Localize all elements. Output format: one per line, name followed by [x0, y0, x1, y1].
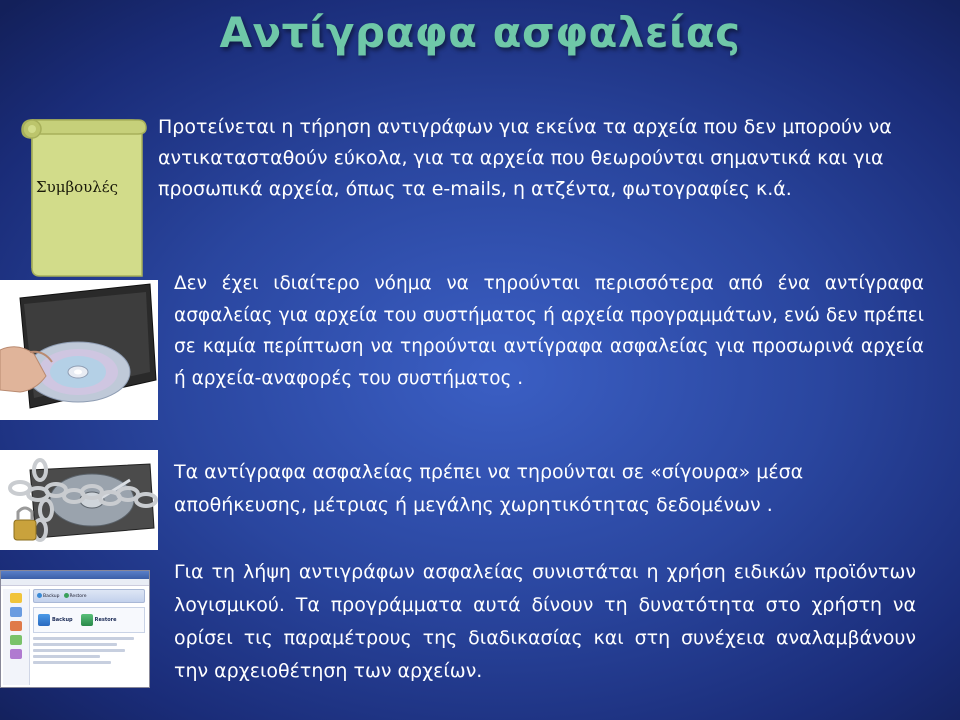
tips-label: Συμβουλές	[36, 178, 118, 196]
paragraph-storage-media: Τα αντίγραφα ασφαλείας πρέπει να τηρούνται σε «σίγουρα» μέσα αποθήκευσης, μέτριας ή μεγάλης χωρητικότητας δεδομένων .	[174, 461, 804, 516]
pictures-icon	[10, 635, 22, 645]
paragraph-backup-software: Για τη λήψη αντιγράφων ασφαλείας συνιστάται η χρήση ειδικών προϊόντων λογισμικού. Τα προγράμματα αυτά δίνουν τη δυνατότητα στο χρήστη να ορίσει τις παραμέτρους της διαδικασίας και στη συνέχεια αναλαμβάνουν την αρχειοθέτηση των αρχείων.	[174, 561, 916, 682]
window-toolbar	[33, 589, 145, 603]
video-icon	[10, 649, 22, 659]
paragraph-important-files: Προτείνεται η τήρηση αντιγράφων για εκείνα τα αρχεία που δεν μπορούν να αντικατασταθούν εύκολα, για τα αρχεία που θεωρούνται σημαντικά και για προσωπικά αρχεία, όπως τα e-mails, η ατζέντα, φωτογραφίες κ.ά.	[158, 116, 892, 200]
computer-icon	[10, 607, 22, 617]
slide-title: Αντίγραφα ασφαλείας	[219, 8, 741, 57]
window-menubar	[1, 579, 149, 586]
panel-restore: Restore	[81, 614, 117, 626]
window-titlebar	[1, 571, 149, 579]
backup-software-screenshot	[0, 570, 150, 688]
music-icon	[10, 621, 22, 631]
backup-icon	[38, 614, 50, 626]
restore-icon	[81, 614, 93, 626]
window-action-panel	[33, 607, 145, 633]
window-side-pane	[3, 589, 30, 685]
window-main	[33, 589, 145, 685]
toolbar-restore-button: Restore	[64, 593, 87, 599]
cd-case-image	[0, 280, 158, 420]
window-info-lines	[33, 637, 145, 664]
folder-icon	[10, 593, 22, 603]
chained-hard-disk-image	[0, 450, 158, 550]
panel-backup: Backup	[38, 614, 73, 626]
paragraph-system-files: Δεν έχει ιδιαίτερο νόημα να τηρούνται περισσότερα από ένα αντίγραφα ασφαλείας για αρχεία του συστήματος ή αρχεία προγραμμάτων, ενώ δεν πρέπει σε καμία περίπτωση να τηρούνται αντίγραφα ασφαλείας για προσωρινά αρχεία ή αρχεία-αναφορές του συστήματος .	[174, 273, 924, 389]
toolbar-backup-button: Backup	[37, 593, 60, 599]
